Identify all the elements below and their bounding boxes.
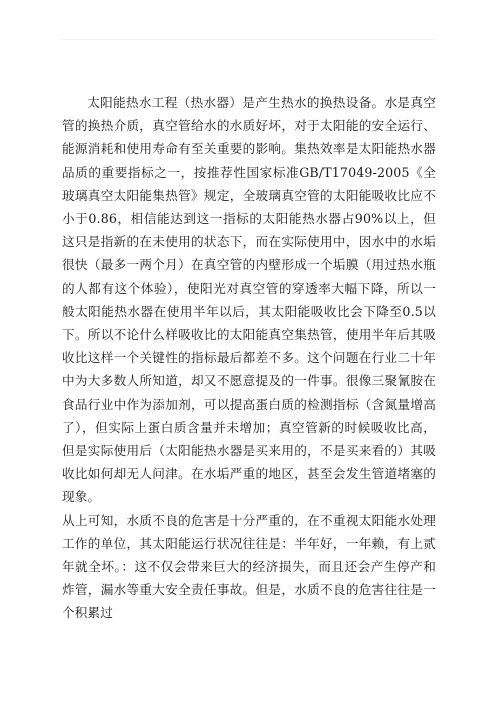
paragraph-1: 太阳能热水工程（热水器）是产生热水的换热设备。水是真空管的换热介质，真空管给水的水质好坏，对于太阳能的安全运行、能源消耗和使用寿命有至关重要的影响。集热效率是太阳能热水器品质的重要指标之一，按推荐性国家标准GB/T17049-2005《全玻璃真空太阳能集热管》规定，全玻璃真空管的太阳能吸收比应不小于0.86，相信能达到这一指标的太阳能热水器占90%以上，但这只是指新的在未使用的状态下，而在实际使用中，因水中的水垢很快（最多一两个月）在真空管的内壁形成一个垢膜（用过热水瓶的人都有这个体验），使阳光对真空管的穿透率大幅下降，所以一般太阳能热水器在使用半年以后，其太阳能吸收比会下降至0.5以下。所以不论什么样吸收比的太阳能真空集热管，使用半年后其吸收比这样一个关键性的指标最后都差不多。这个问题在行业二十年中为大多数人所知道，却又不愿意提及的一件事。很像三聚氰胺在食品行业中作为添加剂，可以提高蛋白质的检测指标（含氮量增高了），但实际上蛋白质含量并未增加；真空管新的时候吸收比高，但是实际使用后（太阳能热水器是买来用的，不是买来看的）其吸收比如何却无人问津。在水垢严重的地区，甚至会发生管道堵塞的现象。 — [62, 95, 436, 505]
paragraph-2: 从上可知，水质不良的危害是十分严重的，在不重视太阳能水处理工作的单位，其太阳能运行状况往往是：半年好，一年赖，有上贰年就全坏。：这不仅会带来巨大的经济损失，而且还会产生停产和炸管，漏水等重大安全责任事故。但是，水质不良的危害往往是一个积累过 — [62, 512, 436, 621]
body-text — [62, 91, 436, 625]
header-rule — [62, 39, 434, 40]
